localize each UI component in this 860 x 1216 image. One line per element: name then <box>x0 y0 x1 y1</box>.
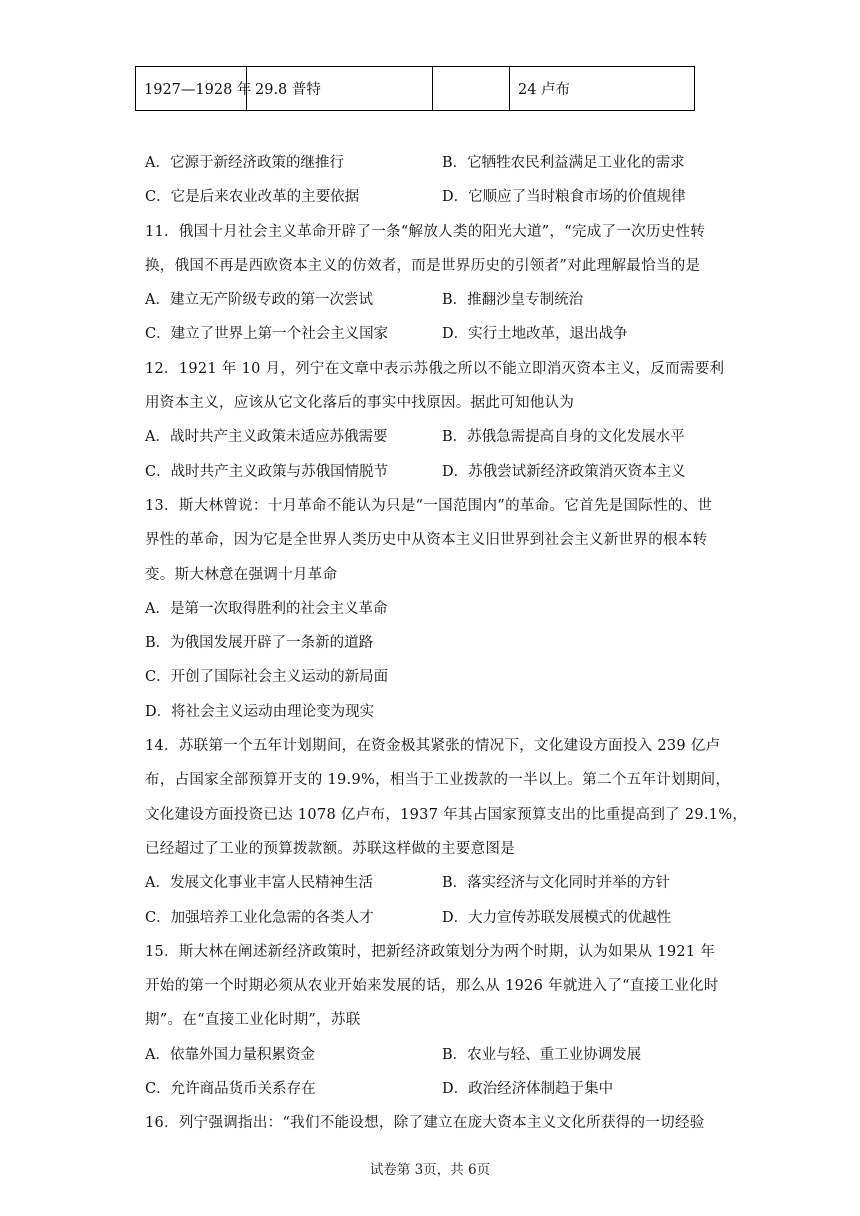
option-c: C．允许商品货币关系存在 <box>145 1081 316 1098</box>
question-stem-line: 期”。在“直接工业化时期”，苏联 <box>145 1012 361 1029</box>
options-row <box>145 866 715 900</box>
options-row <box>145 180 715 214</box>
option-a: A．它源于新经济政策的继推行 <box>145 155 344 171</box>
option-a: A．是第一次取得胜利的社会主义革命 <box>145 600 388 617</box>
question-16 <box>145 1106 715 1140</box>
question-12 <box>145 352 725 489</box>
question-15 <box>145 935 719 1106</box>
option-b: B．它牺牲农民利益满足工业化的需求 <box>442 155 685 171</box>
question-stem-line: 文化建设方面投资已达 1078 亿卢布，1937 年其占国家预算支出的比重提高到了 29.1%， <box>145 806 748 823</box>
question-stem-line: 12．1921 年 10 月，列宁在文章中表示苏俄之所以不能立即消灭资本主义，反而需要利 <box>145 360 725 377</box>
option-d: D．实行土地改革，退出战争 <box>442 326 628 343</box>
option-d: D．政治经济体制趋于集中 <box>442 1081 614 1098</box>
option-b: B．落实经济与文化同时并举的方针 <box>442 875 671 892</box>
question-list <box>145 146 748 1141</box>
question-14 <box>145 729 748 935</box>
option-a: A．建立无产阶级专政的第一次尝试 <box>145 292 373 309</box>
question-stem-line: 开始的第一个时期必须从农业开始来发展的话，那么从 1926 年就进入了“直接工业化时 <box>145 978 719 995</box>
question-stem-line: 16．列宁强调指出：“我们不能设想，除了建立在庞大资本主义文化所获得的一切经验 <box>145 1115 705 1132</box>
option-b: B．推翻沙皇专制统治 <box>442 292 584 309</box>
option-b: B．为俄国发展开辟了一条新的道路 <box>145 635 374 652</box>
question-11 <box>145 215 715 352</box>
question-stem-line: 15．斯大林在阐述新经济政策时，把新经济政策划分为两个时期，认为如果从 1921 年 <box>145 943 716 960</box>
question-stem-line: 布，占国家全部预算开支的 19.9%，相当于工业拨款的一半以上。第二个五年计划期间， <box>145 772 731 789</box>
question-stem-line: 换，俄国不再是西欧资本主义的仿效者，而是世界历史的引领者”对此理解最恰当的是 <box>145 257 701 274</box>
table-cell-period: 1927—1928 年 <box>136 67 247 111</box>
option-a: A．发展文化事业丰富人民精神生活 <box>145 875 373 892</box>
table-cell-empty <box>433 67 510 111</box>
data-table <box>135 66 695 111</box>
question-10 <box>145 146 715 215</box>
question-stem-line: 界性的革命，因为它是全世界人类历史中从资本主义旧世界到社会主义新世界的根本转 <box>145 532 708 549</box>
question-stem-line: 14．苏联第一个五年计划期间，在资金极其紧张的情况下，文化建设方面投入 239 亿卢 <box>145 738 721 755</box>
options-row <box>145 1072 715 1106</box>
option-c: C．它是后来农业改革的主要依据 <box>145 189 360 206</box>
option-d: D．大力宣传苏联发展模式的优越性 <box>442 909 672 926</box>
option-d: D．苏俄尝试新经济政策消灭资本主义 <box>442 463 686 480</box>
table-row <box>136 67 695 111</box>
question-stem-line: 11．俄国十月社会主义革命开辟了一条“解放人类的阳光大道”，“完成了一次历史性转 <box>145 223 706 240</box>
table-cell-price: 24 卢布 <box>510 67 695 111</box>
options-row <box>145 420 715 454</box>
option-a: A．战时共产主义政策未适应苏俄需要 <box>145 429 388 446</box>
question-stem-line: 用资本主义，应该从它文化落后的事实中找原因。据此可知他认为 <box>145 395 575 412</box>
question-stem-line: 变。斯大林意在强调十月革命 <box>145 566 338 583</box>
options-row <box>145 317 715 351</box>
options-row <box>145 455 715 489</box>
question-stem-line: 已经超过了工业的预算拨款额。苏联这样做的主要意图是 <box>145 840 515 857</box>
option-d: D．它顺应了当时粮食市场的价值规律 <box>442 189 686 206</box>
option-c: C．加强培养工业化急需的各类人才 <box>145 909 374 926</box>
table-cell-grain: 29.8 普特 <box>247 67 433 111</box>
option-b: B．苏俄急需提高自身的文化发展水平 <box>442 429 685 446</box>
option-c: C．建立了世界上第一个社会主义国家 <box>145 326 389 343</box>
page-footer: 试卷第 3页，共 6页 <box>369 1162 491 1178</box>
options-row <box>145 1038 715 1072</box>
option-b: B．农业与轻、重工业协调发展 <box>442 1046 642 1063</box>
question-13 <box>145 489 715 729</box>
question-stem-line: 13．斯大林曾说：十月革命不能认为只是“一国范围内”的革命。它首先是国际性的、世 <box>145 497 713 514</box>
option-a: A．依靠外国力量积累资金 <box>145 1046 315 1063</box>
options-row <box>145 146 715 180</box>
option-d: D．将社会主义运动由理论变为现实 <box>145 703 375 720</box>
option-c: C．开创了国际社会主义运动的新局面 <box>145 669 389 686</box>
options-row <box>145 283 715 317</box>
option-c: C．战时共产主义政策与苏俄国情脱节 <box>145 463 389 480</box>
options-row <box>145 901 715 935</box>
